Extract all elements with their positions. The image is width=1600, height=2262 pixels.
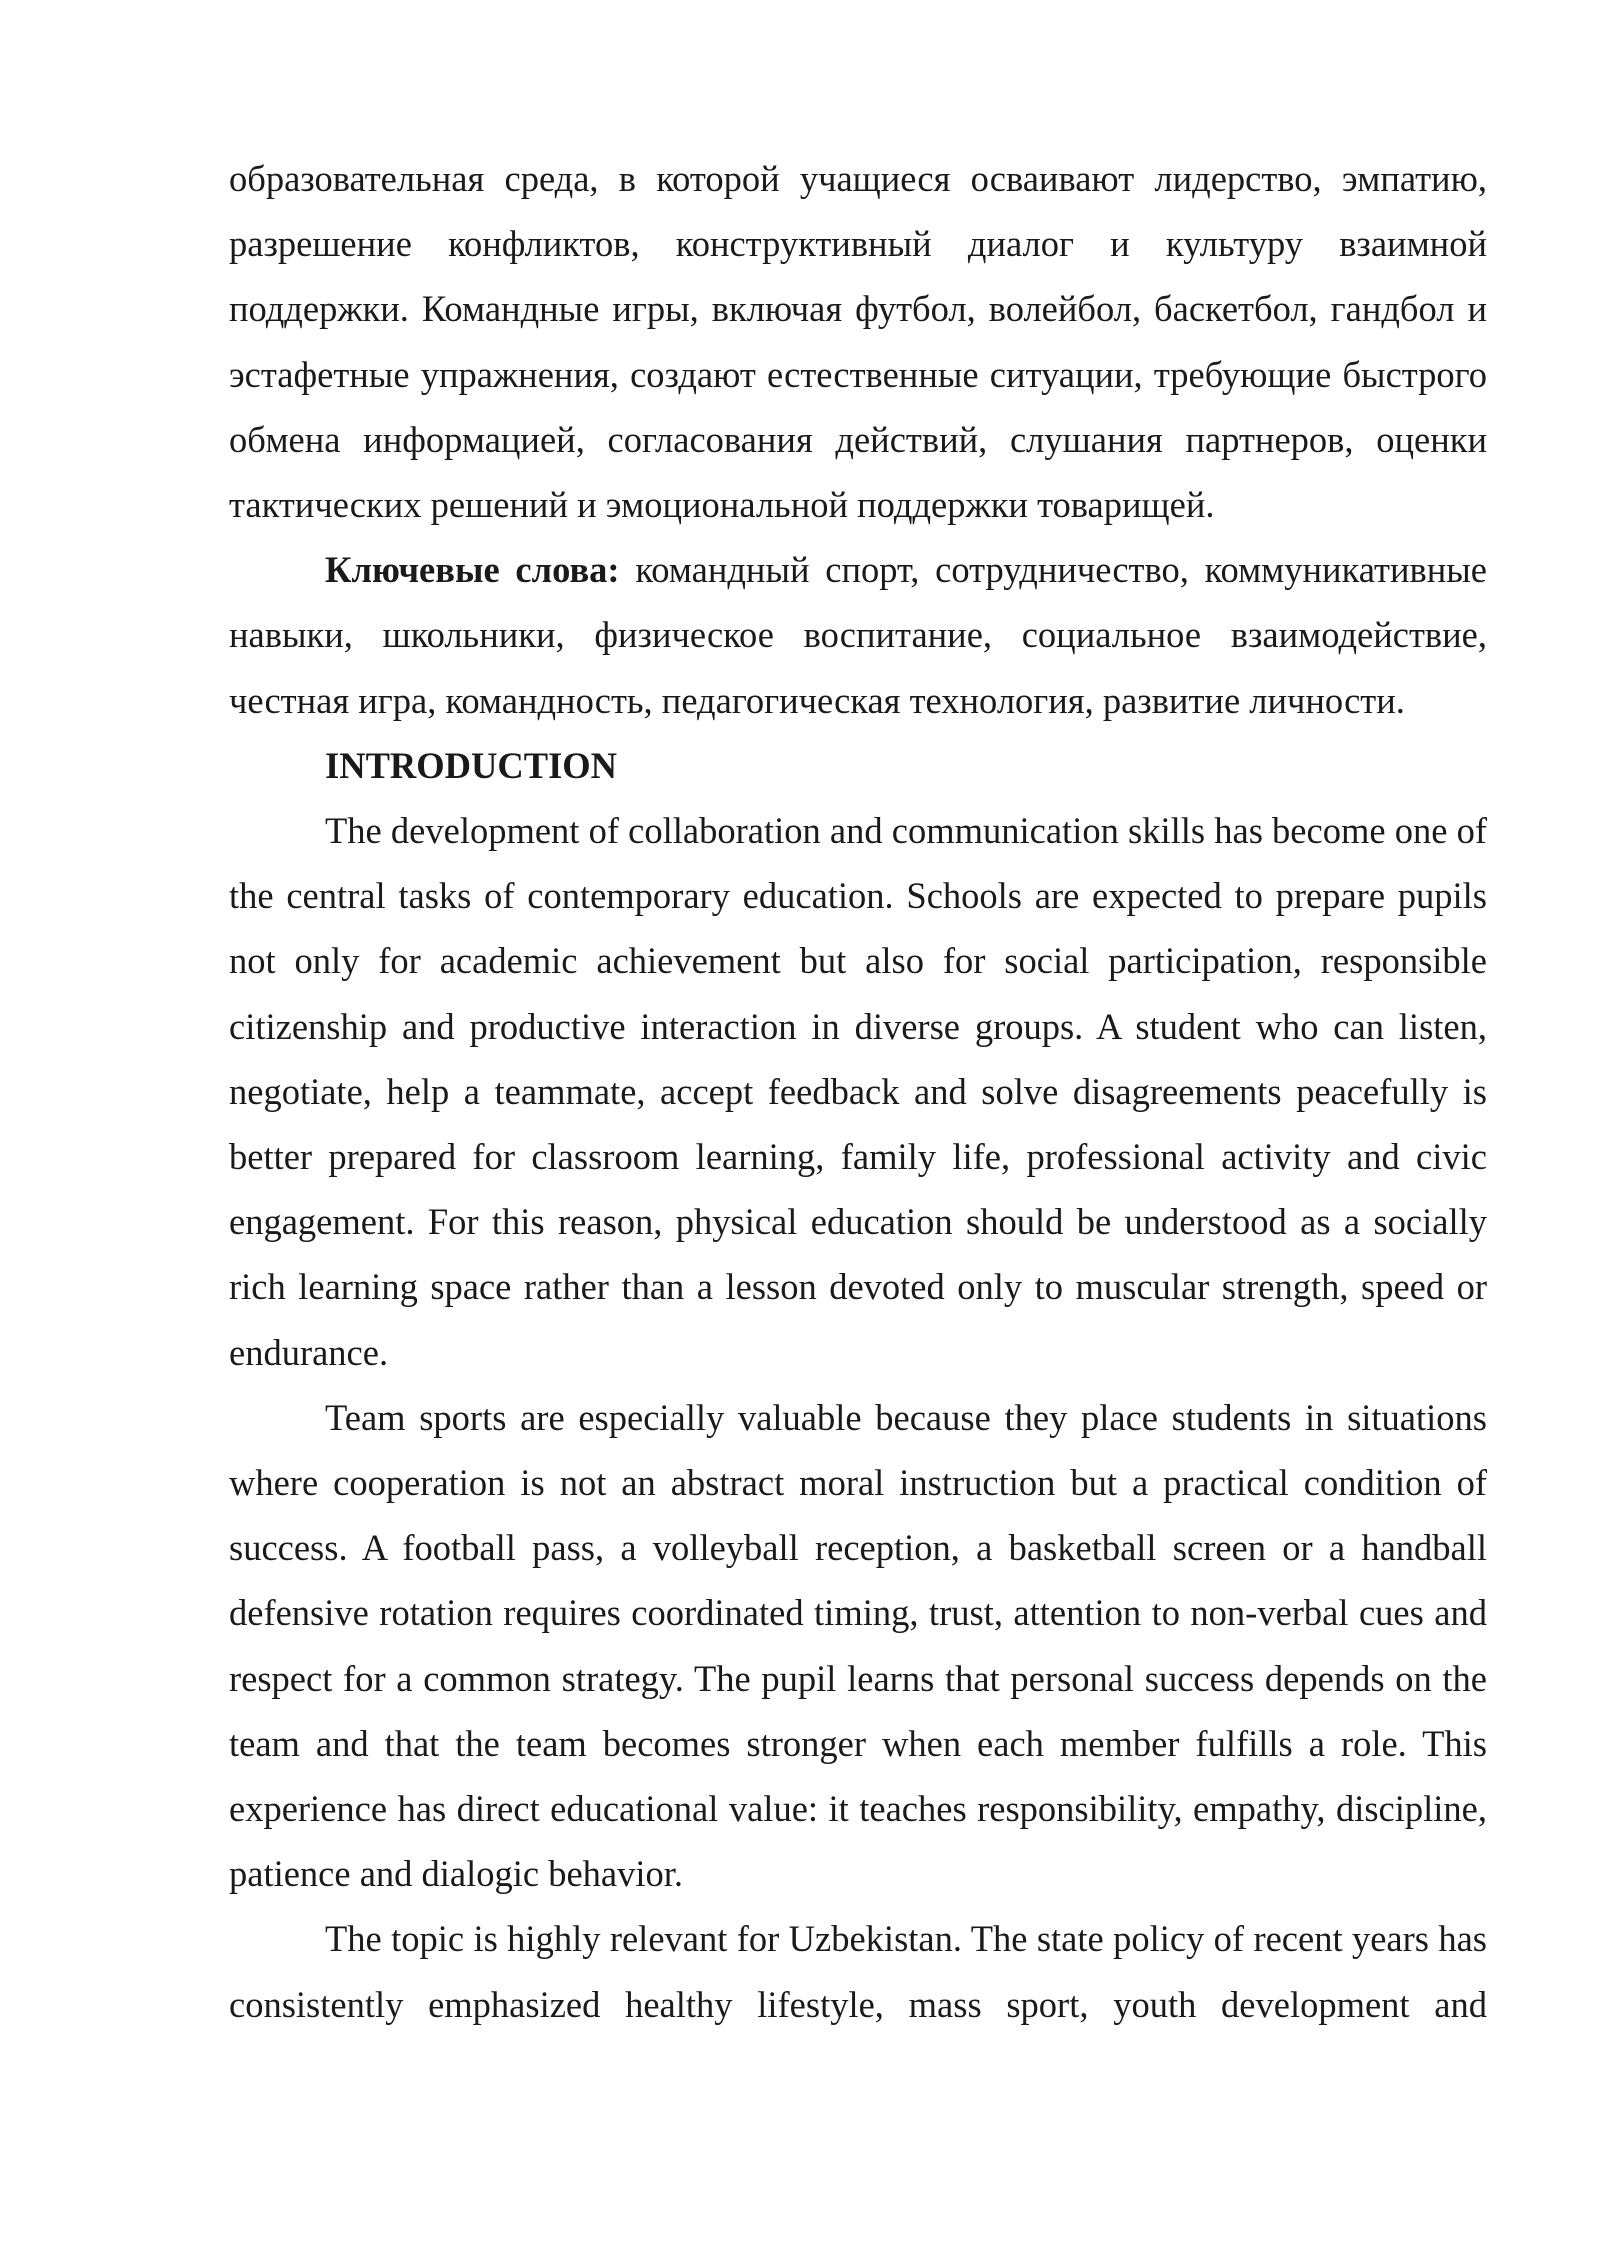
keywords-paragraph xyxy=(229,537,1487,733)
body-paragraph: The development of collaboration and communication skills has become one of the central tasks of contemporary education. Schools are expected to prepare pupils not only for academic achievement but also for social participation, responsible citizenship and productive interaction in diverse groups. A student who can listen, negotiate, help a teammate, accept feedback and solve disagreements peacefully is better prepared for classroom learning, family life, professional activity and civic engagement. For this reason, physical education should be understood as a socially rich learning space rather than a lesson devoted only to muscular strength, speed or endurance. xyxy=(229,810,1487,1373)
abstract-paragraph: образовательная среда, в которой учащиеся осваивают лидерство, эмпатию, разрешение конфликтов, конструктивный диалог и культуру взаимной поддержки. Командные игры, включая футбол, волейбол, баскетбол, гандбол и эстафетные упражнения, создают естественные ситуации, требующие быстрого обмена информацией, согласования действий, слушания партнеров, оценки тактических решений и эмоциональной поддержки товарищей. xyxy=(229,158,1487,526)
body-paragraph: Team sports are especially valuable because they place students in situations where cooperation is not an abstract moral instruction but a practical condition of success. A football pass, a volleyball reception, a basketball screen or a handball defensive rotation requires coordinated timing, trust, attention to non-verbal cues and respect for a common strategy. The pupil learns that personal success depends on the team and that the team becomes stronger when each member fulfills a role. This experience has direct educational value: it teaches responsibility, empathy, discipline, patience and dialogic behavior. xyxy=(229,1396,1487,1895)
body-paragraph: The topic is highly relevant for Uzbekistan. The state policy of recent years has consistently emphasized healthy lifestyle, mass sport, youth development and xyxy=(229,1918,1487,2025)
keywords-label: Ключевые слова: xyxy=(325,549,620,591)
keywords-text: командный спорт, сотрудничество, коммуникативные навыки, школьники, физическое воспитание, социальное взаимодействие, честная игра, командность, педагогическая технология, развитие личности. xyxy=(229,549,1487,721)
introduction-heading: INTRODUCTION xyxy=(325,744,618,786)
page-content xyxy=(229,146,1487,2037)
